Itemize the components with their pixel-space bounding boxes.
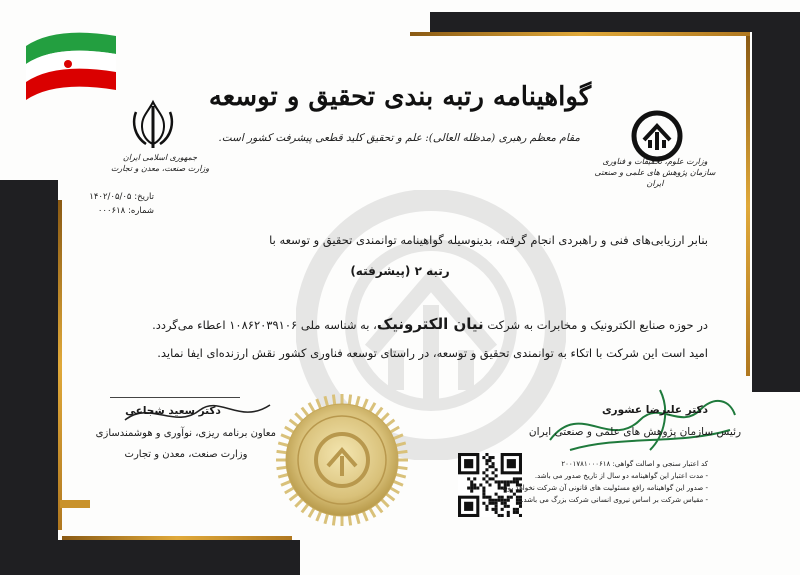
frame-top-right-bar bbox=[430, 12, 800, 32]
gold-stripe-bottom bbox=[62, 536, 292, 540]
body-paragraph-1: بنابر ارزیابی‌های فنی و راهبردی انجام گرفته، بدینوسیله گواهینامه توانمندی تحقیق و توسعه با bbox=[269, 233, 708, 247]
body-paragraph-2 bbox=[152, 315, 708, 333]
signer-left-name: دکتر سعید شجاعی bbox=[125, 405, 221, 417]
certificate-title: گواهینامه رتبه بندی تحقیق و توسعه bbox=[208, 82, 592, 112]
frame-bottom-left-bar bbox=[0, 540, 300, 575]
signer-left-title-1: معاون برنامه ریزی، نوآوری و هوشمندسازی bbox=[95, 428, 276, 439]
company-name: نیان الکترونیک bbox=[376, 315, 484, 333]
gold-seal-icon bbox=[274, 392, 410, 528]
para2-prefix: در حوزه صنایع الکترونیک و مخابرات به شرکت bbox=[487, 318, 708, 332]
left-organization bbox=[100, 152, 220, 174]
certificate-subtitle: مقام معظم رهبری (مدظله العالی): علم و تحقیق کلید قطعی پیشرفت کشور است. bbox=[218, 132, 580, 144]
iran-flag-icon bbox=[26, 26, 116, 108]
right-org-line2: سازمان پژوهش های علمی و صنعتی ایران bbox=[594, 168, 716, 188]
frame-right-upper-bar bbox=[752, 12, 800, 392]
liability-note: - صدور این گواهینامه رافع مسئولیت های قانونی آن شرکت نخواهد بود. bbox=[502, 484, 708, 492]
body-paragraph-3: امید است این شرکت با اتکاء به توانمندی تحقیق و توسعه، در راستای توسعه فناوری کشور نقش ارزنده‌ای ایفا نماید. bbox=[157, 346, 708, 360]
signer-left-title-2: وزارت صنعت، معدن و تجارت bbox=[124, 449, 248, 460]
irost-logo-icon bbox=[624, 110, 690, 162]
gold-stripe-right bbox=[746, 36, 750, 376]
rank-label: رتبه ۲ (پیشرفته) bbox=[350, 264, 450, 278]
iran-emblem-icon bbox=[128, 98, 178, 150]
signer-right-name: دکتر علیرضا عشوری bbox=[601, 404, 709, 416]
signature-left-line bbox=[110, 397, 240, 398]
gold-stripe-left bbox=[58, 200, 62, 530]
frame-small-left-accent bbox=[60, 500, 90, 508]
para2-suffix: ، به شناسه ملی ۱۰۸۶۲۰۳۹۱۰۶ اعطاء می‌گردد. bbox=[152, 318, 377, 332]
certificate-number: شماره: ۰۰۰۶۱۸ bbox=[97, 206, 154, 216]
signer-right-title: رئیس سازمان پژوهش های علمی و صنعتی ایران bbox=[528, 426, 742, 438]
right-org-line1: وزارت علوم، تحقیقات و فناوری bbox=[602, 157, 708, 166]
gold-stripe-top bbox=[410, 32, 750, 36]
verification-code-note: کد اعتبار سنجی و اصالت گواهی: ۲۰۰۱۷۸۱۰۰۰۶۱۸ bbox=[561, 460, 708, 468]
signature-right-icon bbox=[540, 380, 740, 460]
issue-date: تاریخ: ۱۴۰۲/۰۵/۰۵ bbox=[89, 192, 154, 202]
right-organization bbox=[590, 156, 720, 189]
validity-note: - مدت اعتبار این گواهینامه دو سال از تاریخ صدور می باشد. bbox=[534, 472, 708, 480]
left-org-line2: وزارت صنعت، معدن و تجارت bbox=[110, 164, 210, 173]
company-scale-note: - مقیاس شرکت بر اساس نیروی انسانی شرکت بزرگ می باشد. bbox=[521, 496, 708, 504]
left-org-line1: جمهوری اسلامی ایران bbox=[122, 153, 198, 162]
frame-left-lower-bar bbox=[0, 180, 58, 575]
